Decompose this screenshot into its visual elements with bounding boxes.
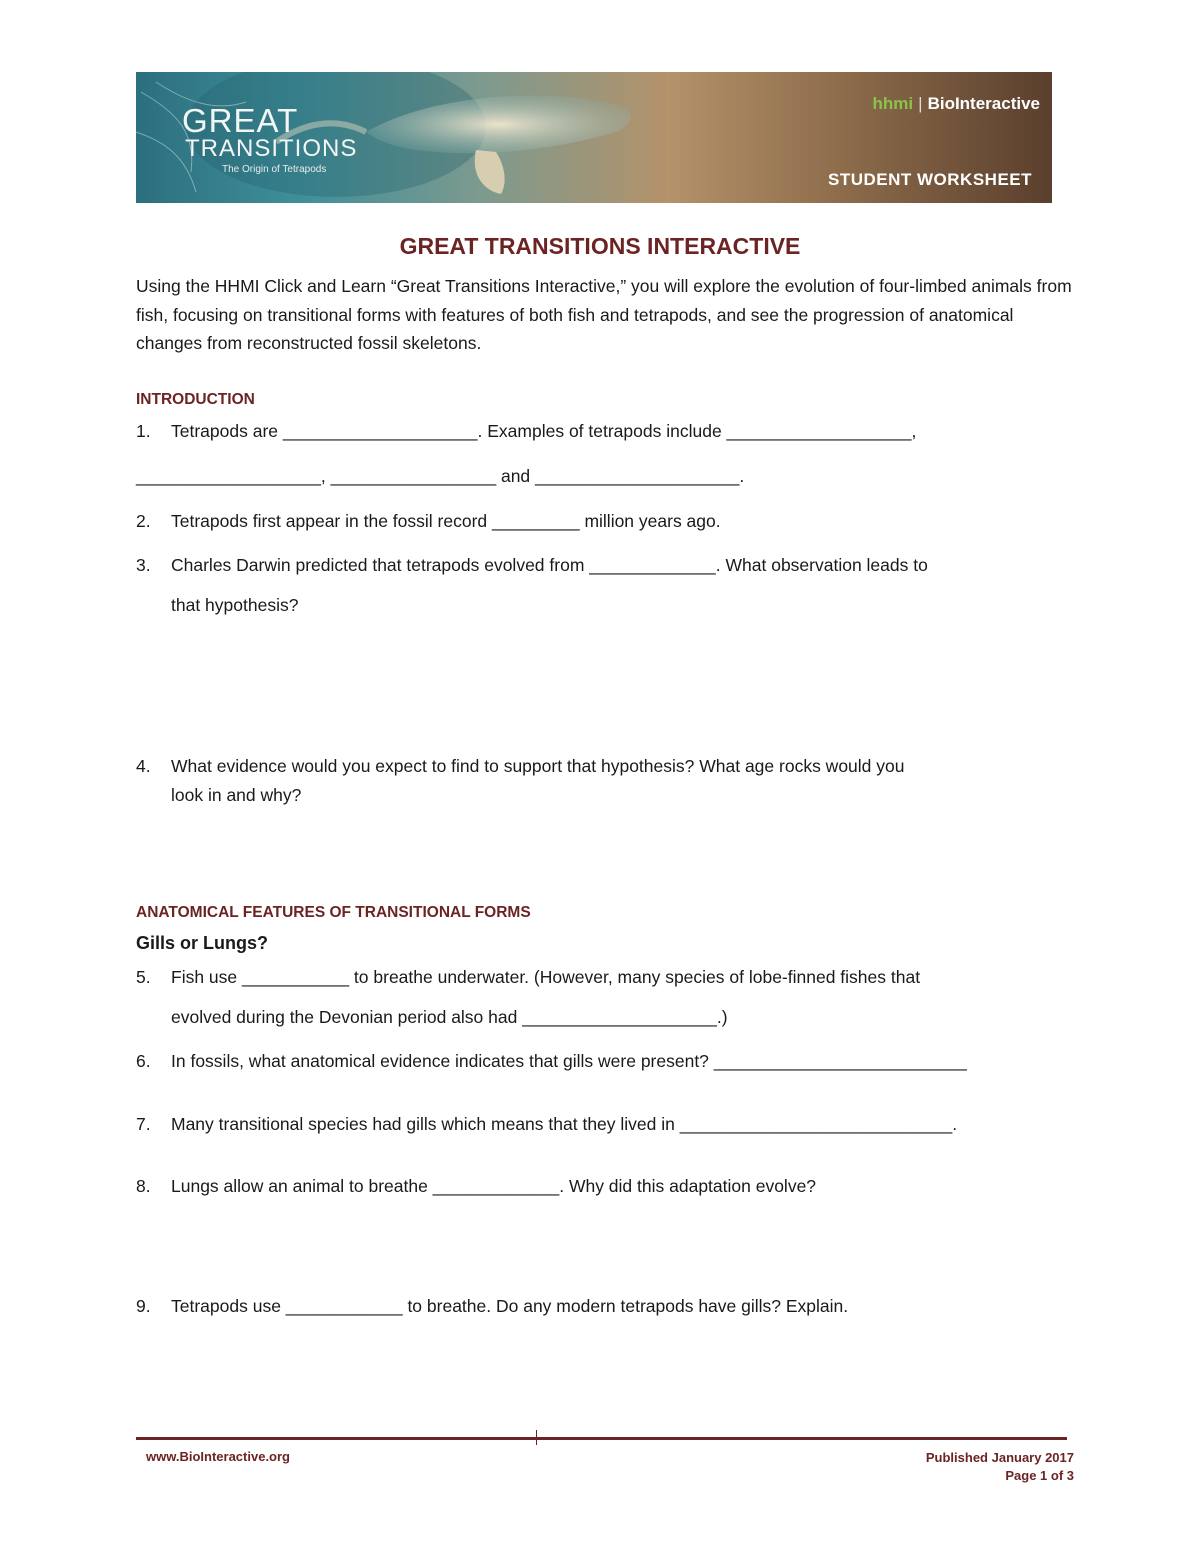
hhmi-logo-text: hhmi: [872, 94, 914, 113]
question-number-5: 5.: [136, 967, 151, 987]
question-number-8: 8.: [136, 1176, 151, 1196]
banner-title-great: GREAT: [182, 102, 299, 139]
intro-paragraph: Using the HHMI Click and Learn “Great Transitions Interactive,” you will explore the evolution of four-limbed animals from fish, focusing on transitional forms with features of both fish and tetrapods, and see the progression of anatomical changes from reconstructed fossil skeletons.: [136, 276, 1072, 353]
question-6-text: In fossils, what anatomical evidence indicates that gills were present? __________________________: [171, 1051, 967, 1071]
question-4-line-2: look in and why?: [171, 785, 302, 805]
banner-subtitle: The Origin of Tetrapods: [222, 164, 327, 175]
footer-publication-info: [926, 1449, 1074, 1485]
question-number-4: 4.: [136, 756, 151, 776]
document-title: GREAT TRANSITIONS INTERACTIVE: [399, 233, 801, 259]
question-number-3: 3.: [136, 555, 151, 575]
question-1-line-1: Tetrapods are ____________________. Examples of tetrapods include ___________________,: [171, 421, 917, 441]
subheading-gills-or-lungs: Gills or Lungs?: [136, 933, 269, 953]
hhmi-biointeractive-logo: [873, 94, 1040, 114]
footer-divider-tick: [536, 1430, 537, 1445]
question-9-text: Tetrapods use ____________ to breathe. Do any modern tetrapods have gills? Explain.: [171, 1296, 849, 1316]
question-number-6: 6.: [136, 1051, 151, 1071]
question-number-9: 9.: [136, 1296, 151, 1316]
question-2-text: Tetrapods first appear in the fossil record _________ million years ago.: [171, 511, 721, 531]
question-3-line-2: that hypothesis?: [171, 595, 299, 615]
footer-published-date: Published January 2017: [925, 1450, 1074, 1465]
question-5-line-1: Fish use ___________ to breathe underwater. (However, many species of lobe-finned fishes that: [171, 967, 921, 987]
question-number-2: 2.: [136, 511, 151, 531]
question-number-7: 7.: [136, 1114, 151, 1134]
banner-title-transitions: TRANSITIONS: [185, 135, 358, 162]
section-heading-introduction: INTRODUCTION: [136, 391, 255, 408]
question-3-line-1: Charles Darwin predicted that tetrapods evolved from _____________. What observation leads to: [171, 555, 928, 575]
question-8-text: Lungs allow an animal to breathe _____________. Why did this adaptation evolve?: [171, 1176, 817, 1196]
footer-website-link[interactable]: www.BioInteractive.org: [146, 1449, 290, 1464]
biointeractive-logo-text: BioInteractive: [927, 94, 1040, 113]
question-1-line-2: ___________________, _________________ and _____________________.: [136, 466, 745, 486]
footer-divider: [136, 1437, 1067, 1440]
logo-separator: |: [918, 94, 923, 113]
question-5-line-2: evolved during the Devonian period also had ____________________.): [171, 1007, 728, 1027]
question-4-line-1: What evidence would you expect to find to support that hypothesis? What age rocks would you: [171, 756, 905, 776]
worksheet-label: STUDENT WORKSHEET: [828, 170, 1032, 189]
footer-page-number: Page 1 of 3: [1005, 1468, 1074, 1483]
header-banner: [136, 72, 1052, 203]
section-heading-anatomical: ANATOMICAL FEATURES OF TRANSITIONAL FORMS: [136, 904, 531, 921]
question-7-text: Many transitional species had gills which means that they lived in ____________________________.: [171, 1114, 958, 1134]
question-number-1: 1.: [136, 421, 151, 441]
